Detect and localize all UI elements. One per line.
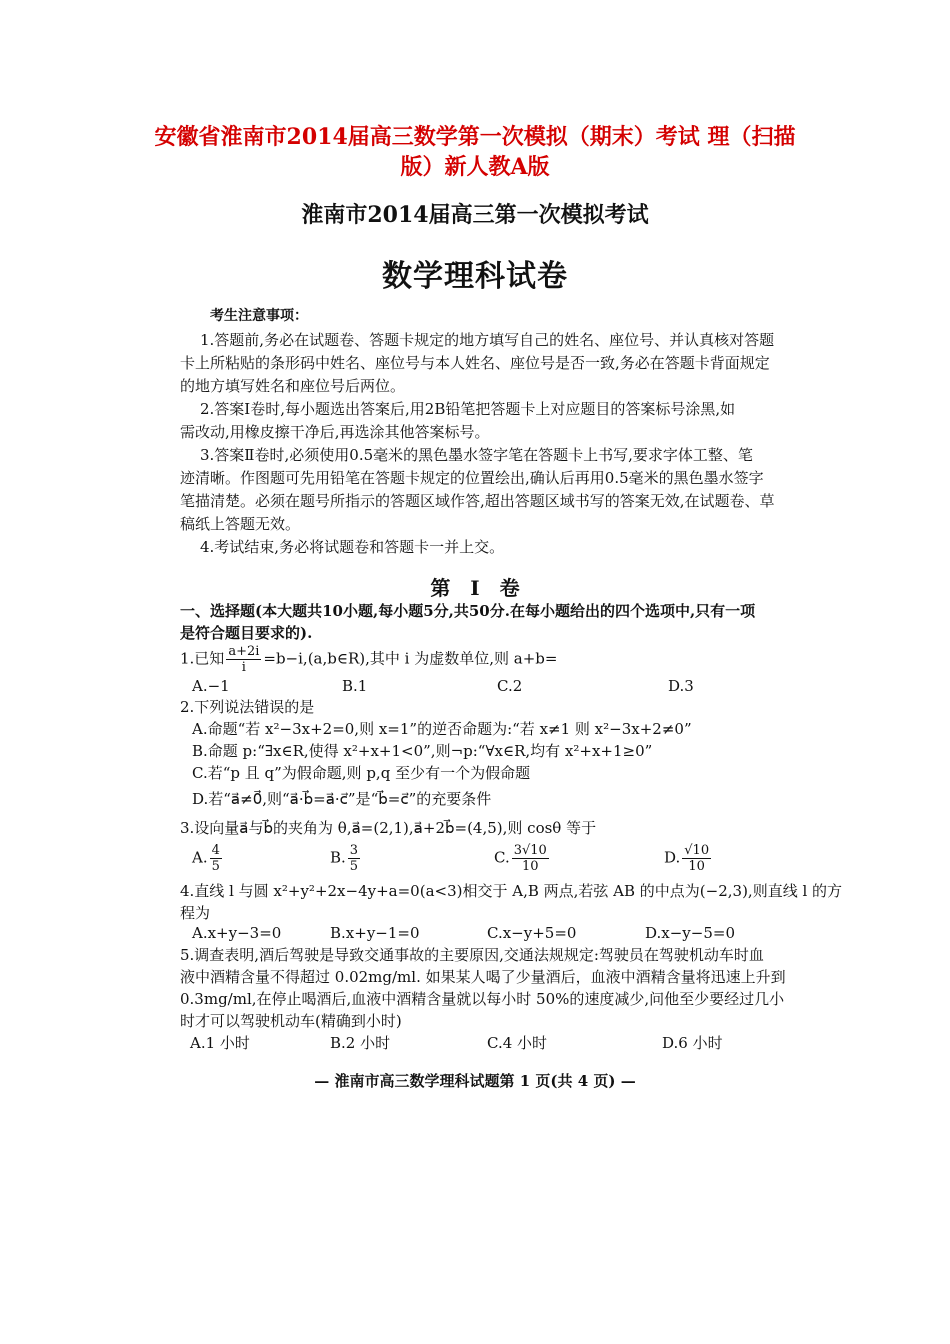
question-4-option-c: C.x−y+5=0	[487, 924, 577, 942]
notes-line: 2.答案Ⅰ卷时,每小题选出答案后,用2B铅笔把答题卡上对应题目的答案标号涂黑,如	[200, 400, 736, 418]
subject-title: 数学理科试卷	[382, 259, 568, 294]
question-1-suffix: =b−i,(a,b∈R),其中 i 为虚数单位,则 a+b=	[263, 649, 558, 668]
question-2-stem: 2.下列说法错误的是	[180, 698, 315, 716]
question-2-option-d: D.若“a⃗≠0⃗,则“a⃗·b⃗=a⃗·c⃗”是“b⃗=c⃗”的充要条件	[192, 790, 492, 808]
exam-title: 淮南市2014届高三第一次模拟考试	[301, 202, 649, 228]
section-intro-line1: 一、选择题(本大题共10小题,每小题5分,共50分.在每小题给出的四个选项中,只有一项	[180, 602, 756, 620]
fraction-denominator: 10	[688, 859, 705, 874]
notes-line: 稿纸上答题无效。	[180, 515, 301, 533]
question-5-option-b: B.2 小时	[330, 1034, 391, 1052]
notes-line: 的地方填写姓名和座位号后两位。	[180, 377, 406, 395]
fraction-numerator: 3	[349, 843, 359, 858]
question-1-option-d: D.3	[668, 677, 694, 695]
question-4-stem-line1: 4.直线 l 与圆 x²+y²+2x−4y+a=0(a<3)相交于 A,B 两点,若弦 AB 的中点为(−2,3),则直线 l 的方	[180, 882, 843, 900]
question-2-option-a: A.命题“若 x²−3x+2=0,则 x=1”的逆否命题为:“若 x≠1 则 x²−3x+2≠0”	[192, 720, 692, 738]
notes-line: 卡上所粘贴的条形码中姓名、座位号与本人姓名、座位号是否一致,务必在答题卡背面规定	[180, 354, 770, 372]
notes-line: 需改动,用橡皮擦干净后,再选涂其他答案标号。	[180, 423, 490, 441]
fraction-numerator: √10	[684, 843, 710, 858]
question-4-option-d: D.x−y−5=0	[645, 924, 735, 942]
notes-heading: 考生注意事项：	[210, 308, 308, 324]
notes-line: 4.考试结束,务必将试题卷和答题卡一并上交。	[200, 538, 505, 556]
question-5-option-c: C.4 小时	[487, 1034, 548, 1052]
option-label: A.	[192, 848, 208, 867]
question-1-option-a: A.−1	[192, 677, 230, 695]
question-3-option-a	[192, 843, 224, 874]
notes-line: 3.答案Ⅱ卷时,必须使用0.5毫米的黑色墨水签字笔在答题卡上书写,要求字体工整、笔	[200, 446, 753, 464]
option-label: B.	[330, 848, 346, 867]
question-3-option-d	[664, 843, 713, 874]
fraction-numerator: 3√10	[513, 843, 547, 858]
document-title-line2: 版）新人教A版	[400, 154, 550, 180]
question-3-option-c	[494, 843, 551, 874]
option-label: C.	[494, 848, 510, 867]
question-3-option-b	[330, 843, 362, 874]
question-5-stem-line: 5.调查表明,酒后驾驶是导致交通事故的主要原因,交通法规规定:驾驶员在驾驶机动车时血	[180, 946, 764, 964]
section-intro-line2: 是符合题目要求的).	[180, 624, 313, 642]
question-5-option-d: D.6 小时	[662, 1034, 723, 1052]
question-5-option-a: A.1 小时	[190, 1034, 250, 1052]
fraction-numerator: a+2i	[228, 644, 260, 659]
notes-line: 迹清晰。作图题可先用铅笔在答题卡规定的位置绘出,确认后再用0.5毫米的黑色墨水签字	[180, 469, 764, 487]
question-4-option-b: B.x+y−1=0	[330, 924, 420, 942]
question-5-stem-line: 液中酒精含量不得超过 0.02mg/ml. 如果某人喝了少量酒后，血液中酒精含量将迅速上升到	[180, 968, 786, 986]
question-1-option-b: B.1	[342, 677, 368, 695]
question-5-stem-line: 时才可以驾驶机动车(精确到小时)	[180, 1012, 402, 1030]
question-5-stem-line: 0.3mg/ml,在停止喝酒后,血液中酒精含量就以每小时 50%的速度减少,问他至少要经过几小	[180, 990, 785, 1008]
option-label: D.	[664, 848, 681, 867]
fraction-denominator: 5	[349, 859, 359, 874]
question-1-fraction	[226, 644, 261, 675]
notes-line: 笔描清楚。必须在题号所指示的答题区域作答,超出答题区域书写的答案无效,在试题卷、草	[180, 492, 775, 510]
fraction-denominator: 10	[522, 859, 539, 874]
question-4-stem-line2: 程为	[180, 904, 211, 922]
part-title: 第 Ⅰ 卷	[430, 576, 520, 600]
question-1-stem	[180, 644, 557, 675]
fraction-denominator: 5	[211, 859, 220, 874]
fraction-numerator: 4	[211, 843, 220, 858]
question-4-option-a: A.x+y−3=0	[192, 924, 282, 942]
question-3-stem: 3.设向量a⃗与b⃗的夹角为 θ,a⃗=(2,1),a⃗+2b⃗=(4,5),则 cosθ 等于	[180, 819, 597, 837]
document-title-line1: 安徽省淮南市2014届高三数学第一次模拟（期末）考试 理（扫描	[154, 124, 796, 150]
page-footer: — 淮南市高三数学理科试题第 1 页(共 4 页) —	[314, 1072, 636, 1090]
question-2-option-c: C.若“p 且 q”为假命题,则 p,q 至少有一个为假命题	[192, 764, 531, 782]
notes-line: 1.答题前,务必在试题卷、答题卡规定的地方填写自己的姓名、座位号、并认真核对答题	[200, 331, 775, 349]
question-2-option-b: B.命题 p:“∃x∈R,使得 x²+x+1<0”,则¬p:“∀x∈R,均有 x²+x+1≥0”	[192, 742, 653, 760]
question-1-option-c: C.2	[497, 677, 523, 695]
fraction-denominator: i	[241, 660, 246, 675]
question-1-prefix: 1.已知	[180, 649, 225, 668]
